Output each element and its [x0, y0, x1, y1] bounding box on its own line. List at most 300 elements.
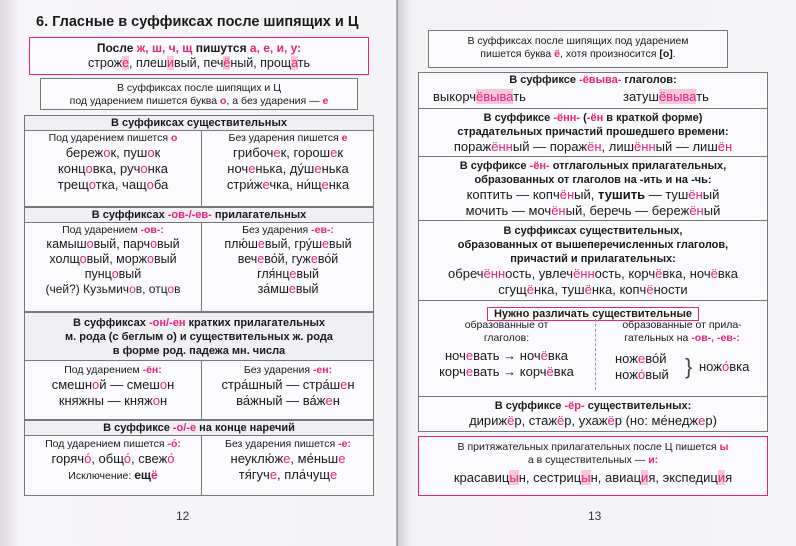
- text: ть: [297, 56, 311, 70]
- text: ещ: [134, 468, 152, 482]
- text: стра́шный — стра́ш: [221, 377, 341, 392]
- example-line: [202, 451, 374, 467]
- text: -о́:: [167, 438, 181, 450]
- text: -ов-/-ев-: [167, 209, 212, 221]
- text: к: [337, 145, 344, 160]
- text: В суффиксах после шипящих под ударением: [467, 35, 689, 47]
- text: , пла́чущ: [277, 467, 330, 482]
- text: Без ударения пишется: [228, 132, 342, 144]
- text: (: [580, 112, 587, 124]
- text: Под ударением пишется: [45, 438, 168, 450]
- text: нька, ду́ш: [255, 161, 315, 176]
- text: ённ: [573, 266, 595, 281]
- text: , свеж: [131, 451, 168, 466]
- verb-suffix-row: [419, 73, 767, 109]
- example-line: [623, 89, 709, 105]
- text: нка: [328, 177, 350, 192]
- text: ённ: [634, 139, 656, 154]
- possessive-box: [418, 436, 768, 496]
- text: ть: [696, 89, 709, 104]
- text: глаголов:: [621, 74, 677, 86]
- verbal-adj-row: [419, 157, 767, 221]
- text: во́й: [317, 252, 339, 266]
- text: — туш: [645, 187, 689, 202]
- text: о: [140, 161, 148, 176]
- text: вый: [118, 267, 142, 281]
- text: е: [288, 282, 296, 296]
- text: ё: [546, 364, 554, 379]
- text: е: [248, 161, 256, 176]
- text: плю́ш: [224, 237, 258, 251]
- text: е: [698, 413, 706, 428]
- example-line: [419, 348, 594, 364]
- text: пишутся: [192, 41, 250, 55]
- example-line: [419, 266, 767, 282]
- text: о: [92, 377, 100, 392]
- text: вый: [328, 237, 352, 251]
- text: После: [96, 41, 137, 55]
- text: стри́ж: [226, 177, 263, 192]
- adverb-section: [24, 420, 374, 496]
- noun-section: [24, 115, 374, 207]
- text: нка: [147, 161, 169, 176]
- example-line: [25, 451, 201, 467]
- text: е: [637, 351, 646, 366]
- text: горяч: [51, 451, 85, 466]
- text: ён: [689, 203, 704, 218]
- text: ба: [153, 177, 169, 192]
- text: ёвыва: [476, 89, 514, 104]
- text: ноч: [444, 348, 466, 363]
- example-line: [419, 413, 767, 429]
- text: о́: [637, 367, 646, 382]
- text: о: [152, 393, 160, 408]
- intro-examples: [30, 56, 368, 71]
- text: смешн: [51, 377, 93, 392]
- text: вать → ноч: [473, 348, 541, 363]
- text: В суффиксах после шипящих и Ц: [117, 82, 281, 94]
- text: к, пуш: [110, 145, 148, 160]
- text: о: [159, 377, 168, 392]
- text: образованные от прила-: [622, 319, 742, 331]
- text: ый: [703, 203, 721, 218]
- text: о́: [84, 451, 92, 466]
- text: вка: [547, 348, 569, 363]
- text: нож: [615, 367, 638, 382]
- text: о́: [123, 451, 131, 466]
- text: -ён: [586, 112, 604, 124]
- example-line: [615, 351, 669, 367]
- text: о: [129, 282, 136, 296]
- text: о: [167, 282, 175, 296]
- text: ён: [717, 139, 733, 154]
- distinguish-header: Нужно различать существительные: [487, 307, 699, 321]
- text: в, отц: [135, 282, 168, 296]
- rule-line: [41, 95, 357, 108]
- text: е: [314, 161, 322, 176]
- text: р (но: ме́недж: [614, 413, 699, 428]
- page-title: 6. Гласные в суффиксах после шипящих и Ц: [36, 14, 359, 30]
- adj-header: [25, 208, 373, 223]
- text: грибоч: [232, 145, 274, 160]
- text: образованные от: [464, 319, 549, 331]
- text: мочить — моч: [465, 203, 552, 218]
- example-line: [202, 161, 374, 177]
- text: -е:: [338, 438, 351, 450]
- text: вый: [157, 237, 180, 251]
- adverb-header: [25, 421, 373, 436]
- text: вый: [153, 252, 177, 266]
- page-number: 12: [176, 509, 190, 523]
- text: -ённ-: [553, 112, 581, 124]
- noun-unstressed: [202, 132, 374, 206]
- text: а: [291, 56, 298, 70]
- brace-icon: }: [685, 354, 693, 379]
- text: В суффиксе: [459, 160, 530, 172]
- text: .: [672, 48, 676, 60]
- adverb-stressed: [25, 438, 201, 495]
- text: н, сестриц: [518, 470, 582, 485]
- text: нка, туш: [533, 282, 585, 297]
- text: Под ударением: [64, 364, 143, 376]
- text: в форме род. падежа мн. числа: [112, 345, 286, 357]
- text: ы: [719, 441, 729, 453]
- text: ость, увлеч: [505, 266, 574, 281]
- text: -ов-, -ев-:: [691, 332, 740, 344]
- text: е: [329, 467, 338, 482]
- text: ость, корч: [594, 266, 656, 281]
- text: о́: [167, 451, 175, 466]
- text: В суффиксе: [483, 112, 554, 124]
- text: в краткой форме): [603, 112, 703, 124]
- text: тя́гуч: [238, 467, 270, 482]
- example-line: [25, 177, 201, 193]
- text: о: [146, 177, 154, 192]
- text: вый, морж: [86, 252, 148, 266]
- example-line: [202, 377, 374, 393]
- text: и: [641, 470, 649, 485]
- text: ён: [551, 203, 566, 218]
- text: ж, ш, ч, щ: [136, 41, 193, 55]
- text: о́: [721, 359, 730, 374]
- text: е: [338, 451, 346, 466]
- text: й — смеш: [99, 377, 160, 392]
- text: -о/-е: [172, 422, 197, 434]
- example-line: [419, 364, 594, 380]
- text: затуш: [623, 89, 659, 104]
- text: веч: [237, 252, 258, 266]
- rule-box: [40, 78, 358, 110]
- text: тушить: [598, 187, 646, 202]
- participle-row: [419, 109, 767, 157]
- text: е: [322, 237, 329, 251]
- text: ённ: [483, 266, 506, 281]
- text: я, экспедиц: [648, 470, 718, 485]
- text: В суффиксах: [91, 209, 168, 221]
- text: В суффиксах: [72, 317, 149, 329]
- adj-stressed: [25, 224, 201, 311]
- right-page: [398, 0, 796, 546]
- text: красавиц: [453, 470, 510, 485]
- text: ё: [223, 56, 231, 70]
- text: обреч: [448, 266, 484, 281]
- text: нька: [321, 161, 349, 176]
- text: к: [154, 145, 161, 160]
- text: е: [310, 252, 318, 266]
- text: нка, копч: [591, 282, 647, 297]
- text: о: [150, 237, 158, 251]
- example-line: [433, 89, 526, 105]
- text: тка, чащ: [95, 177, 147, 192]
- text: ё: [507, 413, 515, 428]
- text: ый, беречь — береж: [565, 203, 690, 218]
- text: пишется буква: [480, 48, 555, 60]
- example-line: [25, 282, 201, 297]
- text: княжны — княж: [58, 393, 153, 408]
- text: ы: [509, 470, 519, 485]
- example-line: [25, 252, 201, 267]
- example-line: [25, 145, 201, 161]
- text: В притяжательных прилагательных после Ц пишется: [457, 441, 720, 453]
- example-line: [202, 252, 374, 267]
- text: В суффиксе: [494, 400, 565, 412]
- example-line: [419, 203, 767, 219]
- text: холщ: [49, 252, 80, 266]
- text: строж: [87, 56, 123, 70]
- text: е: [330, 145, 338, 160]
- text: ый,: [574, 187, 598, 202]
- example-line: [202, 145, 374, 161]
- text: ё: [557, 413, 565, 428]
- text: пораж: [453, 139, 492, 154]
- short-stressed: [25, 364, 201, 419]
- text: под ударением пишется буква: [69, 95, 221, 107]
- adj-derived-col: [597, 319, 767, 345]
- text: е: [325, 393, 333, 408]
- text: , хотя произносится: [560, 48, 660, 60]
- text: н: [167, 377, 175, 392]
- text: конц: [57, 161, 86, 176]
- text: ё: [710, 266, 718, 281]
- text: -ев-:: [311, 224, 334, 236]
- text: образованных от глаголов на -ить и на -чь:: [474, 174, 712, 186]
- text: н: [332, 393, 340, 408]
- text: м. рода (с беглым о) и существительных ж. рода: [65, 331, 333, 343]
- text: ности: [653, 282, 688, 297]
- text: [о]: [659, 48, 673, 60]
- text: береж: [65, 145, 104, 160]
- text: вый: [645, 367, 669, 382]
- example-line: [202, 282, 374, 297]
- example-line: [25, 377, 201, 393]
- text: В суффиксе: [509, 74, 580, 86]
- text: Без ударения пишется: [225, 438, 339, 450]
- text: р): [705, 413, 717, 428]
- intro-box: [29, 37, 369, 75]
- text: -он/-ен: [148, 317, 186, 329]
- noun-header: В суффиксах существительных: [25, 116, 373, 131]
- text: ён: [688, 187, 703, 202]
- text: вка: [553, 364, 574, 379]
- text: вка, ноч: [662, 266, 711, 281]
- text: ё: [554, 48, 560, 60]
- text: ён: [559, 187, 575, 202]
- text: ё: [526, 282, 534, 297]
- text: ё: [655, 266, 663, 281]
- text: Без ударения: [243, 364, 313, 376]
- text: , ме́ньш: [290, 451, 339, 466]
- text: и:: [648, 454, 659, 466]
- text: ый: [702, 187, 720, 202]
- text: о: [147, 252, 154, 266]
- text: ёвыва: [658, 89, 697, 104]
- text: р, ухаж: [564, 413, 608, 428]
- short-section: [24, 312, 374, 420]
- text: а, е, и, у:: [249, 41, 302, 55]
- example-line: [615, 367, 669, 383]
- example-line: [202, 177, 374, 193]
- text: вый, парч: [93, 237, 151, 251]
- top-rule-box: [428, 30, 728, 68]
- text: (чей?) Кузьмич: [45, 282, 130, 296]
- distinguish-row: [419, 301, 767, 397]
- text: ённ: [491, 139, 513, 154]
- example-line: [25, 393, 201, 409]
- text: е: [322, 95, 329, 107]
- text: е: [283, 451, 291, 466]
- text: -ов-:: [140, 224, 164, 236]
- text: е: [257, 252, 265, 266]
- short-header: [25, 313, 373, 361]
- text: в: [174, 282, 181, 296]
- adj-section: [24, 207, 374, 312]
- text: к, горош: [280, 145, 331, 160]
- text: гля́нц: [257, 267, 290, 281]
- adverb-unstressed: [202, 438, 374, 495]
- text: ё: [540, 348, 548, 363]
- derived-noun-row: [419, 221, 767, 301]
- text: , плеш: [129, 56, 168, 70]
- text: н: [347, 377, 355, 392]
- text: е: [340, 377, 348, 392]
- text: коптить — копч: [466, 187, 560, 202]
- text: Под ударением пишется: [48, 132, 171, 144]
- text: вый, гру́ш: [264, 237, 323, 251]
- text: вый: [295, 282, 319, 296]
- example-line: [699, 359, 749, 375]
- text: во́й: [645, 351, 667, 366]
- text: о: [170, 132, 178, 144]
- text: ый — пораж: [512, 139, 588, 154]
- text: В суффиксах существительных,: [503, 225, 683, 237]
- text: пунц: [84, 267, 112, 281]
- text: вка: [729, 359, 750, 374]
- text: неуклю́ж: [230, 451, 284, 466]
- text: , общ: [91, 451, 124, 466]
- page-number: 13: [588, 509, 602, 523]
- text: Исключение:: [68, 470, 135, 482]
- text: корч: [439, 364, 466, 379]
- example-line: [25, 161, 201, 177]
- example-line: [202, 467, 374, 483]
- example-line: [419, 139, 767, 155]
- text: страдательных причастий прошедшего времени:: [457, 126, 729, 138]
- text: ён: [587, 139, 602, 154]
- text: , а без ударения —: [226, 95, 323, 107]
- er-suffix-row: [419, 397, 767, 432]
- example-line: [202, 267, 374, 282]
- text: В суффиксе: [103, 422, 173, 434]
- verb-derived-col: [419, 319, 594, 380]
- example-line: [25, 237, 201, 252]
- text: ноч: [227, 161, 249, 176]
- text: а в существительных —: [527, 454, 649, 466]
- text: н, авиац: [590, 470, 642, 485]
- text: о: [86, 237, 94, 251]
- text: на конце наречий: [196, 422, 295, 434]
- text: кратких прилагательных: [185, 317, 326, 329]
- text: причастий и прилагательных:: [510, 253, 676, 265]
- text: е: [262, 177, 270, 192]
- text: глаголов:: [483, 332, 530, 344]
- text: за́мш: [257, 282, 289, 296]
- example-line: [25, 267, 201, 282]
- text: о: [220, 95, 227, 107]
- text: -ёр-: [564, 400, 585, 412]
- example-line: [202, 393, 374, 409]
- text: е: [321, 177, 329, 192]
- text: ы: [581, 470, 591, 485]
- text: е: [122, 56, 130, 70]
- intro-rule: [30, 41, 368, 56]
- text: -ён-: [529, 160, 550, 172]
- text: дириж: [469, 413, 508, 428]
- text: о: [79, 252, 87, 266]
- example-line: [419, 187, 767, 203]
- text: о: [111, 267, 119, 281]
- text: во́й, гуж: [264, 252, 311, 266]
- adj-unstressed: [202, 224, 374, 311]
- suffix-table: [418, 72, 768, 432]
- text: ый — лиш: [655, 139, 718, 154]
- text: и: [167, 56, 174, 70]
- text: е: [465, 364, 474, 379]
- text: гательных на: [624, 332, 692, 344]
- text: вка: [717, 266, 738, 281]
- exception-line: [25, 469, 201, 483]
- text: прилагательных: [211, 209, 307, 221]
- text: о: [147, 145, 155, 160]
- text: ё: [646, 282, 654, 297]
- short-unstressed: [202, 364, 374, 419]
- text: существительных:: [584, 400, 692, 412]
- text: отглагольных прилагательных,: [549, 160, 727, 172]
- text: сгущ: [498, 282, 527, 297]
- text: е: [465, 348, 474, 363]
- text: ё: [607, 413, 615, 428]
- noun-stressed: [25, 132, 201, 206]
- adj-derived-pair: [615, 351, 669, 383]
- text: е: [269, 467, 278, 482]
- text: н: [160, 393, 168, 408]
- text: -ёвыва-: [579, 74, 622, 86]
- text: вать → корч: [473, 364, 547, 379]
- text: чка, ни́щ: [269, 177, 322, 192]
- text: вый, печ: [174, 56, 224, 70]
- text: Под ударением: [62, 224, 141, 236]
- text: , лиш: [601, 139, 635, 154]
- text: е: [257, 237, 265, 251]
